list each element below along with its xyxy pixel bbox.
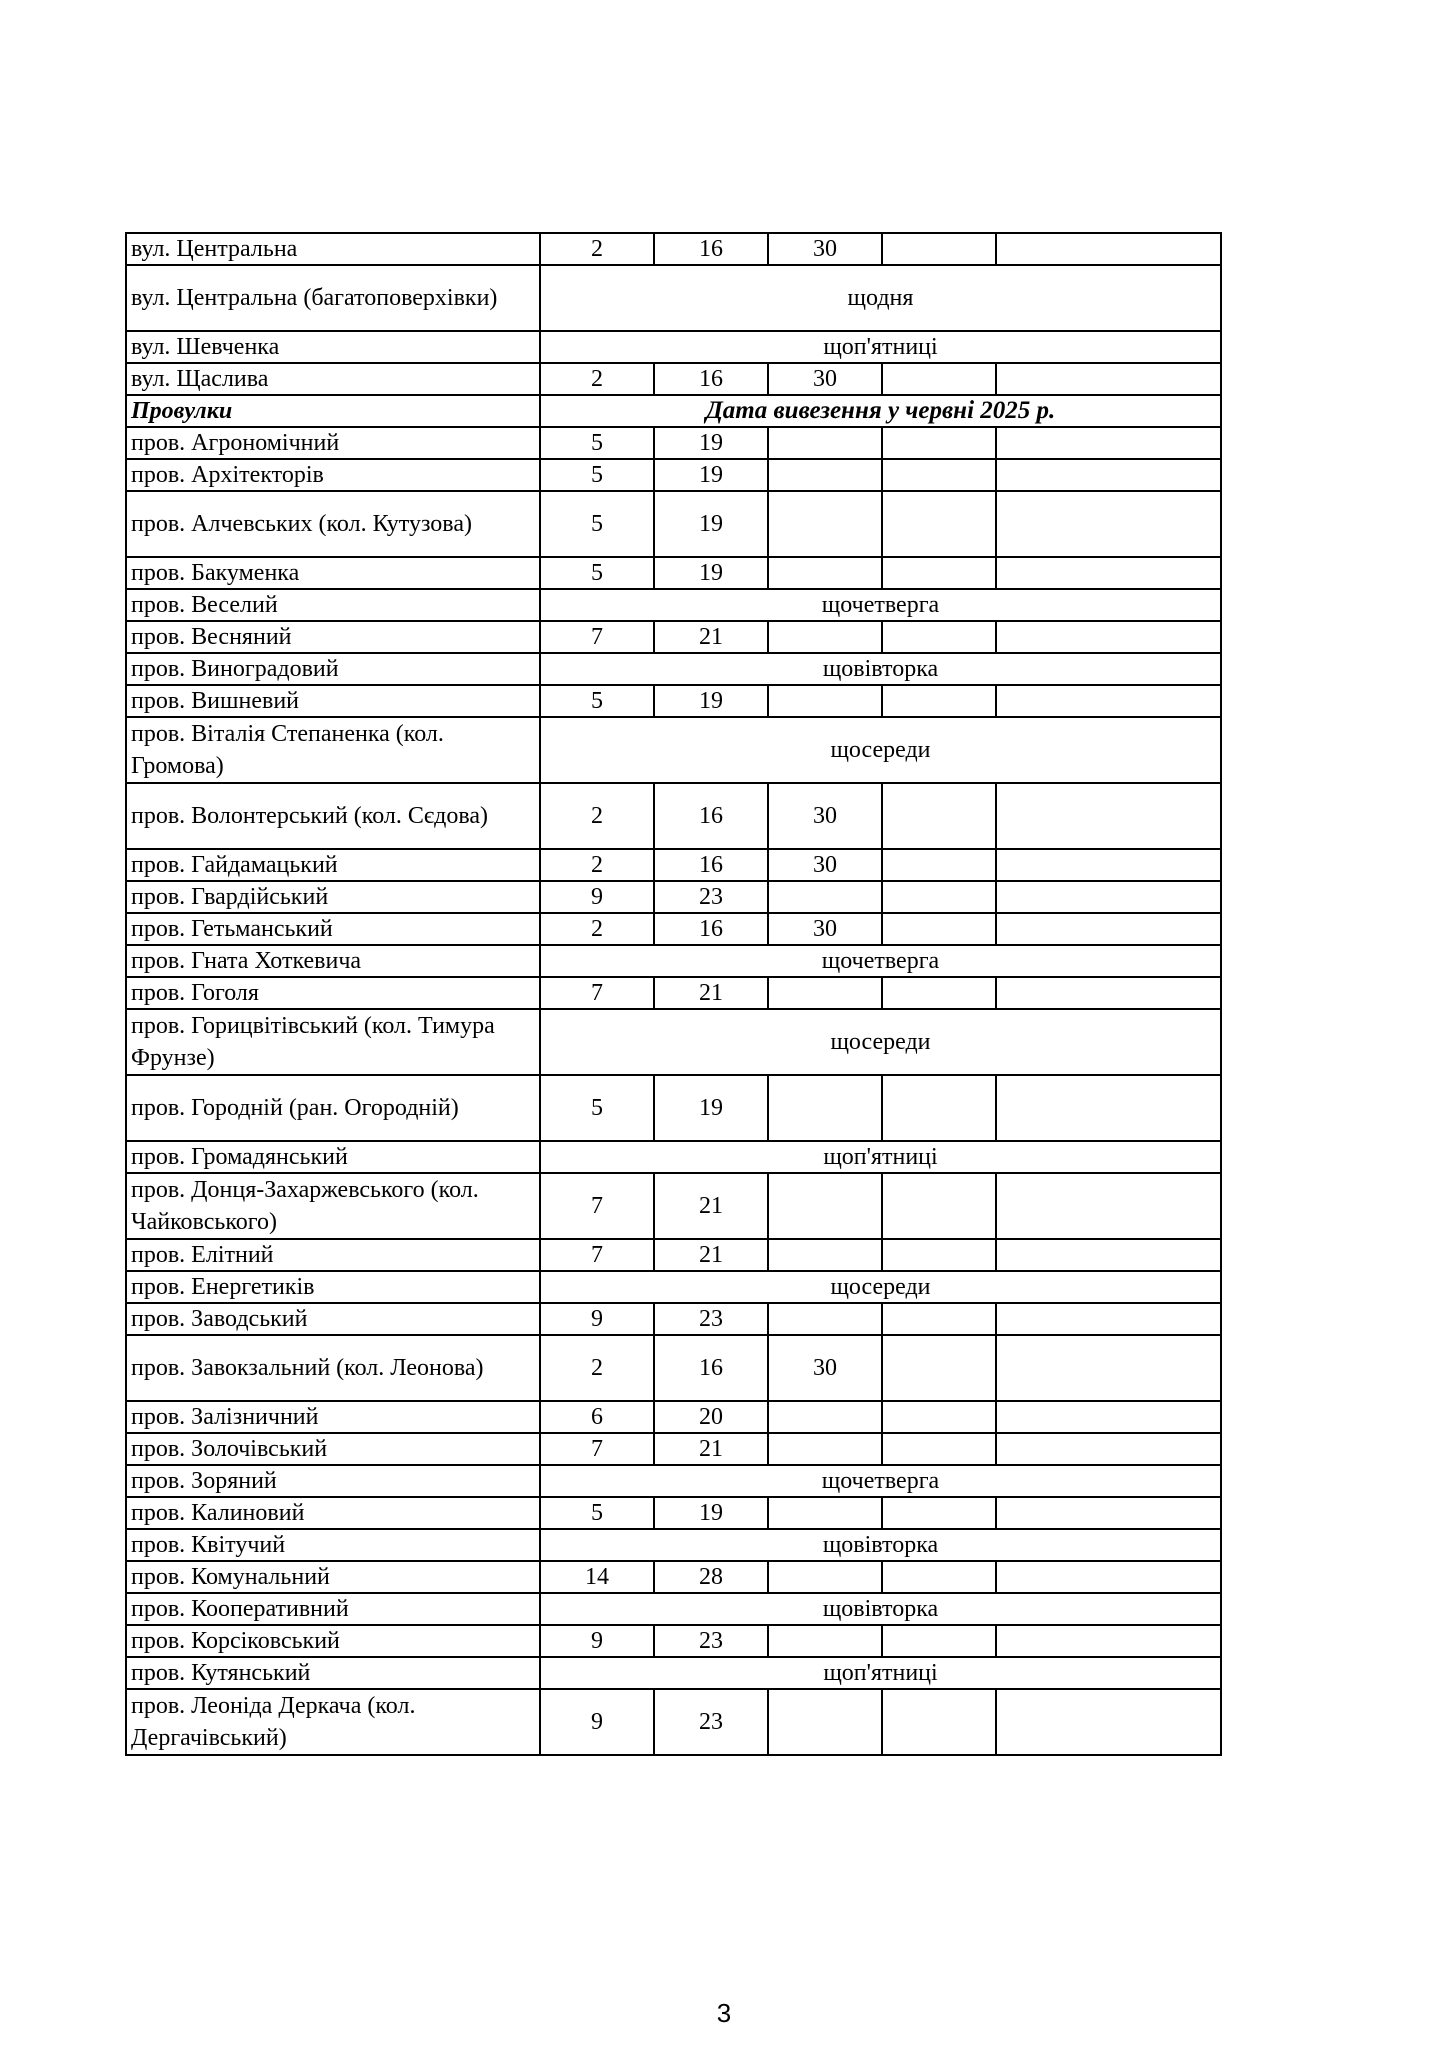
date-cell: [996, 977, 1221, 1009]
date-cell: [996, 1561, 1221, 1593]
date-cell: [768, 621, 882, 653]
date-cell: [768, 881, 882, 913]
date-cell: 21: [654, 621, 768, 653]
table-row: [126, 1593, 1221, 1625]
date-cell: 2: [540, 233, 654, 265]
date-cell: 2: [540, 1335, 654, 1401]
page-number: 3: [716, 1998, 732, 2028]
table-row: [126, 589, 1221, 621]
date-cell: 5: [540, 685, 654, 717]
schedule-cell: щоп'ятниці: [540, 1141, 1221, 1173]
street-name-cell: пров. Архітекторів: [126, 459, 540, 491]
date-cell: [882, 1625, 996, 1657]
date-cell: [882, 881, 996, 913]
table-row: [126, 977, 1221, 1009]
street-name-cell: пров. Віталія Степаненка (кол. Громова): [126, 717, 540, 783]
date-cell: 21: [654, 1433, 768, 1465]
date-cell: 16: [654, 1335, 768, 1401]
date-cell: [996, 1303, 1221, 1335]
date-cell: 9: [540, 1303, 654, 1335]
table-row: [126, 1271, 1221, 1303]
date-cell: [882, 1239, 996, 1271]
date-cell: 9: [540, 1689, 654, 1755]
date-cell: 23: [654, 1303, 768, 1335]
date-cell: [996, 621, 1221, 653]
street-name-cell: пров. Гайдамацький: [126, 849, 540, 881]
date-cell: 9: [540, 1625, 654, 1657]
street-name-cell: пров. Залізничний: [126, 1401, 540, 1433]
table-row: [126, 1657, 1221, 1689]
dates-column-header: Дата вивезення у червні 2025 р.: [540, 395, 1221, 427]
date-cell: 20: [654, 1401, 768, 1433]
date-cell: 30: [768, 233, 882, 265]
street-name-cell: пров. Леоніда Деркача (кол. Дергачівський): [126, 1689, 540, 1755]
table-row: [126, 653, 1221, 685]
date-cell: 21: [654, 1239, 768, 1271]
table-row: [126, 1561, 1221, 1593]
street-name-cell: пров. Алчевських (кол. Кутузова): [126, 491, 540, 557]
table-row: [126, 621, 1221, 653]
date-cell: [882, 977, 996, 1009]
street-name-cell: пров. Гетьманський: [126, 913, 540, 945]
date-cell: [882, 233, 996, 265]
table-row: [126, 783, 1221, 849]
date-cell: 16: [654, 363, 768, 395]
date-cell: 2: [540, 849, 654, 881]
date-cell: 16: [654, 783, 768, 849]
date-cell: [882, 459, 996, 491]
date-cell: [882, 1561, 996, 1593]
schedule-cell: щочетверга: [540, 589, 1221, 621]
date-cell: 19: [654, 557, 768, 589]
table-row: [126, 557, 1221, 589]
street-name-cell: пров. Горицвітівський (кол. Тимура Фрунзе): [126, 1009, 540, 1075]
date-cell: [996, 1689, 1221, 1755]
date-cell: [882, 557, 996, 589]
schedule-cell: щовівторка: [540, 653, 1221, 685]
date-cell: [768, 1497, 882, 1529]
date-cell: [996, 881, 1221, 913]
date-cell: [768, 1561, 882, 1593]
street-name-cell: пров. Кооперативний: [126, 1593, 540, 1625]
table-row: [126, 913, 1221, 945]
schedule-cell: щовівторка: [540, 1529, 1221, 1561]
date-cell: [882, 1401, 996, 1433]
street-name-cell: пров. Зоряний: [126, 1465, 540, 1497]
table-row: [126, 1009, 1221, 1075]
date-cell: [996, 233, 1221, 265]
street-name-cell: пров. Гвардійський: [126, 881, 540, 913]
date-cell: [882, 913, 996, 945]
date-cell: [882, 621, 996, 653]
street-name-cell: пров. Агрономічний: [126, 427, 540, 459]
date-cell: [996, 1497, 1221, 1529]
date-cell: [996, 1433, 1221, 1465]
schedule-cell: щочетверга: [540, 945, 1221, 977]
table-row: [126, 1335, 1221, 1401]
table-row: [126, 717, 1221, 783]
street-name-cell: вул. Центральна (багатоповерхівки): [126, 265, 540, 331]
date-cell: [768, 1689, 882, 1755]
schedule-cell: щосереди: [540, 1271, 1221, 1303]
date-cell: 6: [540, 1401, 654, 1433]
street-name-cell: пров. Елітний: [126, 1239, 540, 1271]
table-row: [126, 881, 1221, 913]
street-name-cell: пров. Гната Хоткевича: [126, 945, 540, 977]
schedule-cell: щочетверга: [540, 1465, 1221, 1497]
street-name-cell: пров. Донця-Захаржевського (кол. Чайковського): [126, 1173, 540, 1239]
date-cell: 7: [540, 1239, 654, 1271]
date-cell: [996, 491, 1221, 557]
street-name-cell: пров. Виноградовий: [126, 653, 540, 685]
date-cell: 19: [654, 427, 768, 459]
table-row: [126, 233, 1221, 265]
schedule-cell: щосереди: [540, 717, 1221, 783]
table-row: [126, 1497, 1221, 1529]
date-cell: [768, 427, 882, 459]
date-cell: [882, 1689, 996, 1755]
street-name-cell: пров. Комунальний: [126, 1561, 540, 1593]
table-row: [126, 1141, 1221, 1173]
date-cell: [882, 1303, 996, 1335]
date-cell: [768, 1239, 882, 1271]
date-cell: 7: [540, 1433, 654, 1465]
schedule-cell: щоп'ятниці: [540, 1657, 1221, 1689]
date-cell: [768, 1303, 882, 1335]
date-cell: 30: [768, 363, 882, 395]
date-cell: 30: [768, 1335, 882, 1401]
date-cell: [882, 363, 996, 395]
table-row: [126, 491, 1221, 557]
date-cell: 5: [540, 1497, 654, 1529]
table-row: [126, 331, 1221, 363]
date-cell: [882, 1173, 996, 1239]
street-name-cell: пров. Весняний: [126, 621, 540, 653]
date-cell: [996, 913, 1221, 945]
street-name-cell: пров. Квітучий: [126, 1529, 540, 1561]
date-cell: [882, 1075, 996, 1141]
date-cell: [768, 491, 882, 557]
date-cell: 2: [540, 913, 654, 945]
date-cell: [996, 1401, 1221, 1433]
date-cell: 30: [768, 849, 882, 881]
date-cell: [882, 849, 996, 881]
date-cell: [882, 1497, 996, 1529]
table-row: [126, 685, 1221, 717]
date-cell: 19: [654, 491, 768, 557]
section-title: Провулки: [126, 395, 540, 427]
table-row: [126, 1173, 1221, 1239]
schedule-table-body: [126, 233, 1221, 1755]
date-cell: [996, 459, 1221, 491]
street-name-cell: пров. Городній (ран. Огородній): [126, 1075, 540, 1141]
street-name-cell: вул. Шевченка: [126, 331, 540, 363]
date-cell: 14: [540, 1561, 654, 1593]
date-cell: [882, 783, 996, 849]
street-name-cell: пров. Волонтерський (кол. Сєдова): [126, 783, 540, 849]
date-cell: 16: [654, 233, 768, 265]
date-cell: 7: [540, 621, 654, 653]
table-row: [126, 1625, 1221, 1657]
date-cell: [882, 685, 996, 717]
street-name-cell: вул. Щаслива: [126, 363, 540, 395]
date-cell: [996, 849, 1221, 881]
street-name-cell: пров. Громадянський: [126, 1141, 540, 1173]
street-name-cell: вул. Центральна: [126, 233, 540, 265]
date-cell: 23: [654, 881, 768, 913]
table-row: [126, 1529, 1221, 1561]
date-cell: 19: [654, 1497, 768, 1529]
date-cell: [768, 1401, 882, 1433]
date-cell: [996, 1173, 1221, 1239]
date-cell: [768, 1075, 882, 1141]
date-cell: [768, 557, 882, 589]
date-cell: [996, 685, 1221, 717]
street-name-cell: пров. Бакуменка: [126, 557, 540, 589]
date-cell: [996, 1335, 1221, 1401]
date-cell: 5: [540, 427, 654, 459]
table-row: [126, 1075, 1221, 1141]
date-cell: [996, 557, 1221, 589]
date-cell: 30: [768, 913, 882, 945]
table-row: [126, 1239, 1221, 1271]
table-header-row: [126, 395, 1221, 427]
date-cell: 21: [654, 977, 768, 1009]
street-name-cell: пров. Кутянський: [126, 1657, 540, 1689]
date-cell: [768, 459, 882, 491]
date-cell: [996, 1075, 1221, 1141]
date-cell: [996, 427, 1221, 459]
table-row: [126, 265, 1221, 331]
date-cell: [882, 1433, 996, 1465]
street-name-cell: пров. Енергетиків: [126, 1271, 540, 1303]
date-cell: [768, 977, 882, 1009]
date-cell: 5: [540, 1075, 654, 1141]
street-name-cell: пров. Веселий: [126, 589, 540, 621]
street-name-cell: пров. Заводський: [126, 1303, 540, 1335]
schedule-cell: щовівторка: [540, 1593, 1221, 1625]
date-cell: 2: [540, 363, 654, 395]
date-cell: 5: [540, 459, 654, 491]
date-cell: 16: [654, 913, 768, 945]
schedule-table: [125, 232, 1222, 1756]
table-row: [126, 849, 1221, 881]
date-cell: 7: [540, 1173, 654, 1239]
date-cell: [882, 1335, 996, 1401]
date-cell: [768, 685, 882, 717]
date-cell: 28: [654, 1561, 768, 1593]
date-cell: 2: [540, 783, 654, 849]
date-cell: 16: [654, 849, 768, 881]
date-cell: 30: [768, 783, 882, 849]
date-cell: 23: [654, 1689, 768, 1755]
table-row: [126, 945, 1221, 977]
date-cell: [996, 363, 1221, 395]
table-row: [126, 1433, 1221, 1465]
street-name-cell: пров. Золочівський: [126, 1433, 540, 1465]
schedule-cell: щоп'ятниці: [540, 331, 1221, 363]
date-cell: 5: [540, 557, 654, 589]
date-cell: [882, 427, 996, 459]
date-cell: 19: [654, 685, 768, 717]
street-name-cell: пров. Калиновий: [126, 1497, 540, 1529]
date-cell: [996, 1239, 1221, 1271]
street-name-cell: пров. Завокзальний (кол. Леонова): [126, 1335, 540, 1401]
date-cell: 19: [654, 459, 768, 491]
date-cell: 23: [654, 1625, 768, 1657]
date-cell: 19: [654, 1075, 768, 1141]
table-row: [126, 1465, 1221, 1497]
date-cell: [768, 1433, 882, 1465]
date-cell: 5: [540, 491, 654, 557]
table-row: [126, 363, 1221, 395]
date-cell: [996, 783, 1221, 849]
schedule-cell: щодня: [540, 265, 1221, 331]
table-row: [126, 459, 1221, 491]
table-row: [126, 1401, 1221, 1433]
date-cell: [996, 1625, 1221, 1657]
table-row: [126, 1303, 1221, 1335]
table-row: [126, 1689, 1221, 1755]
table-row: [126, 427, 1221, 459]
street-name-cell: пров. Гоголя: [126, 977, 540, 1009]
date-cell: 21: [654, 1173, 768, 1239]
schedule-cell: щосереди: [540, 1009, 1221, 1075]
street-name-cell: пров. Вишневий: [126, 685, 540, 717]
date-cell: 7: [540, 977, 654, 1009]
date-cell: [768, 1625, 882, 1657]
date-cell: [882, 491, 996, 557]
street-name-cell: пров. Корсіковський: [126, 1625, 540, 1657]
date-cell: 9: [540, 881, 654, 913]
date-cell: [768, 1173, 882, 1239]
